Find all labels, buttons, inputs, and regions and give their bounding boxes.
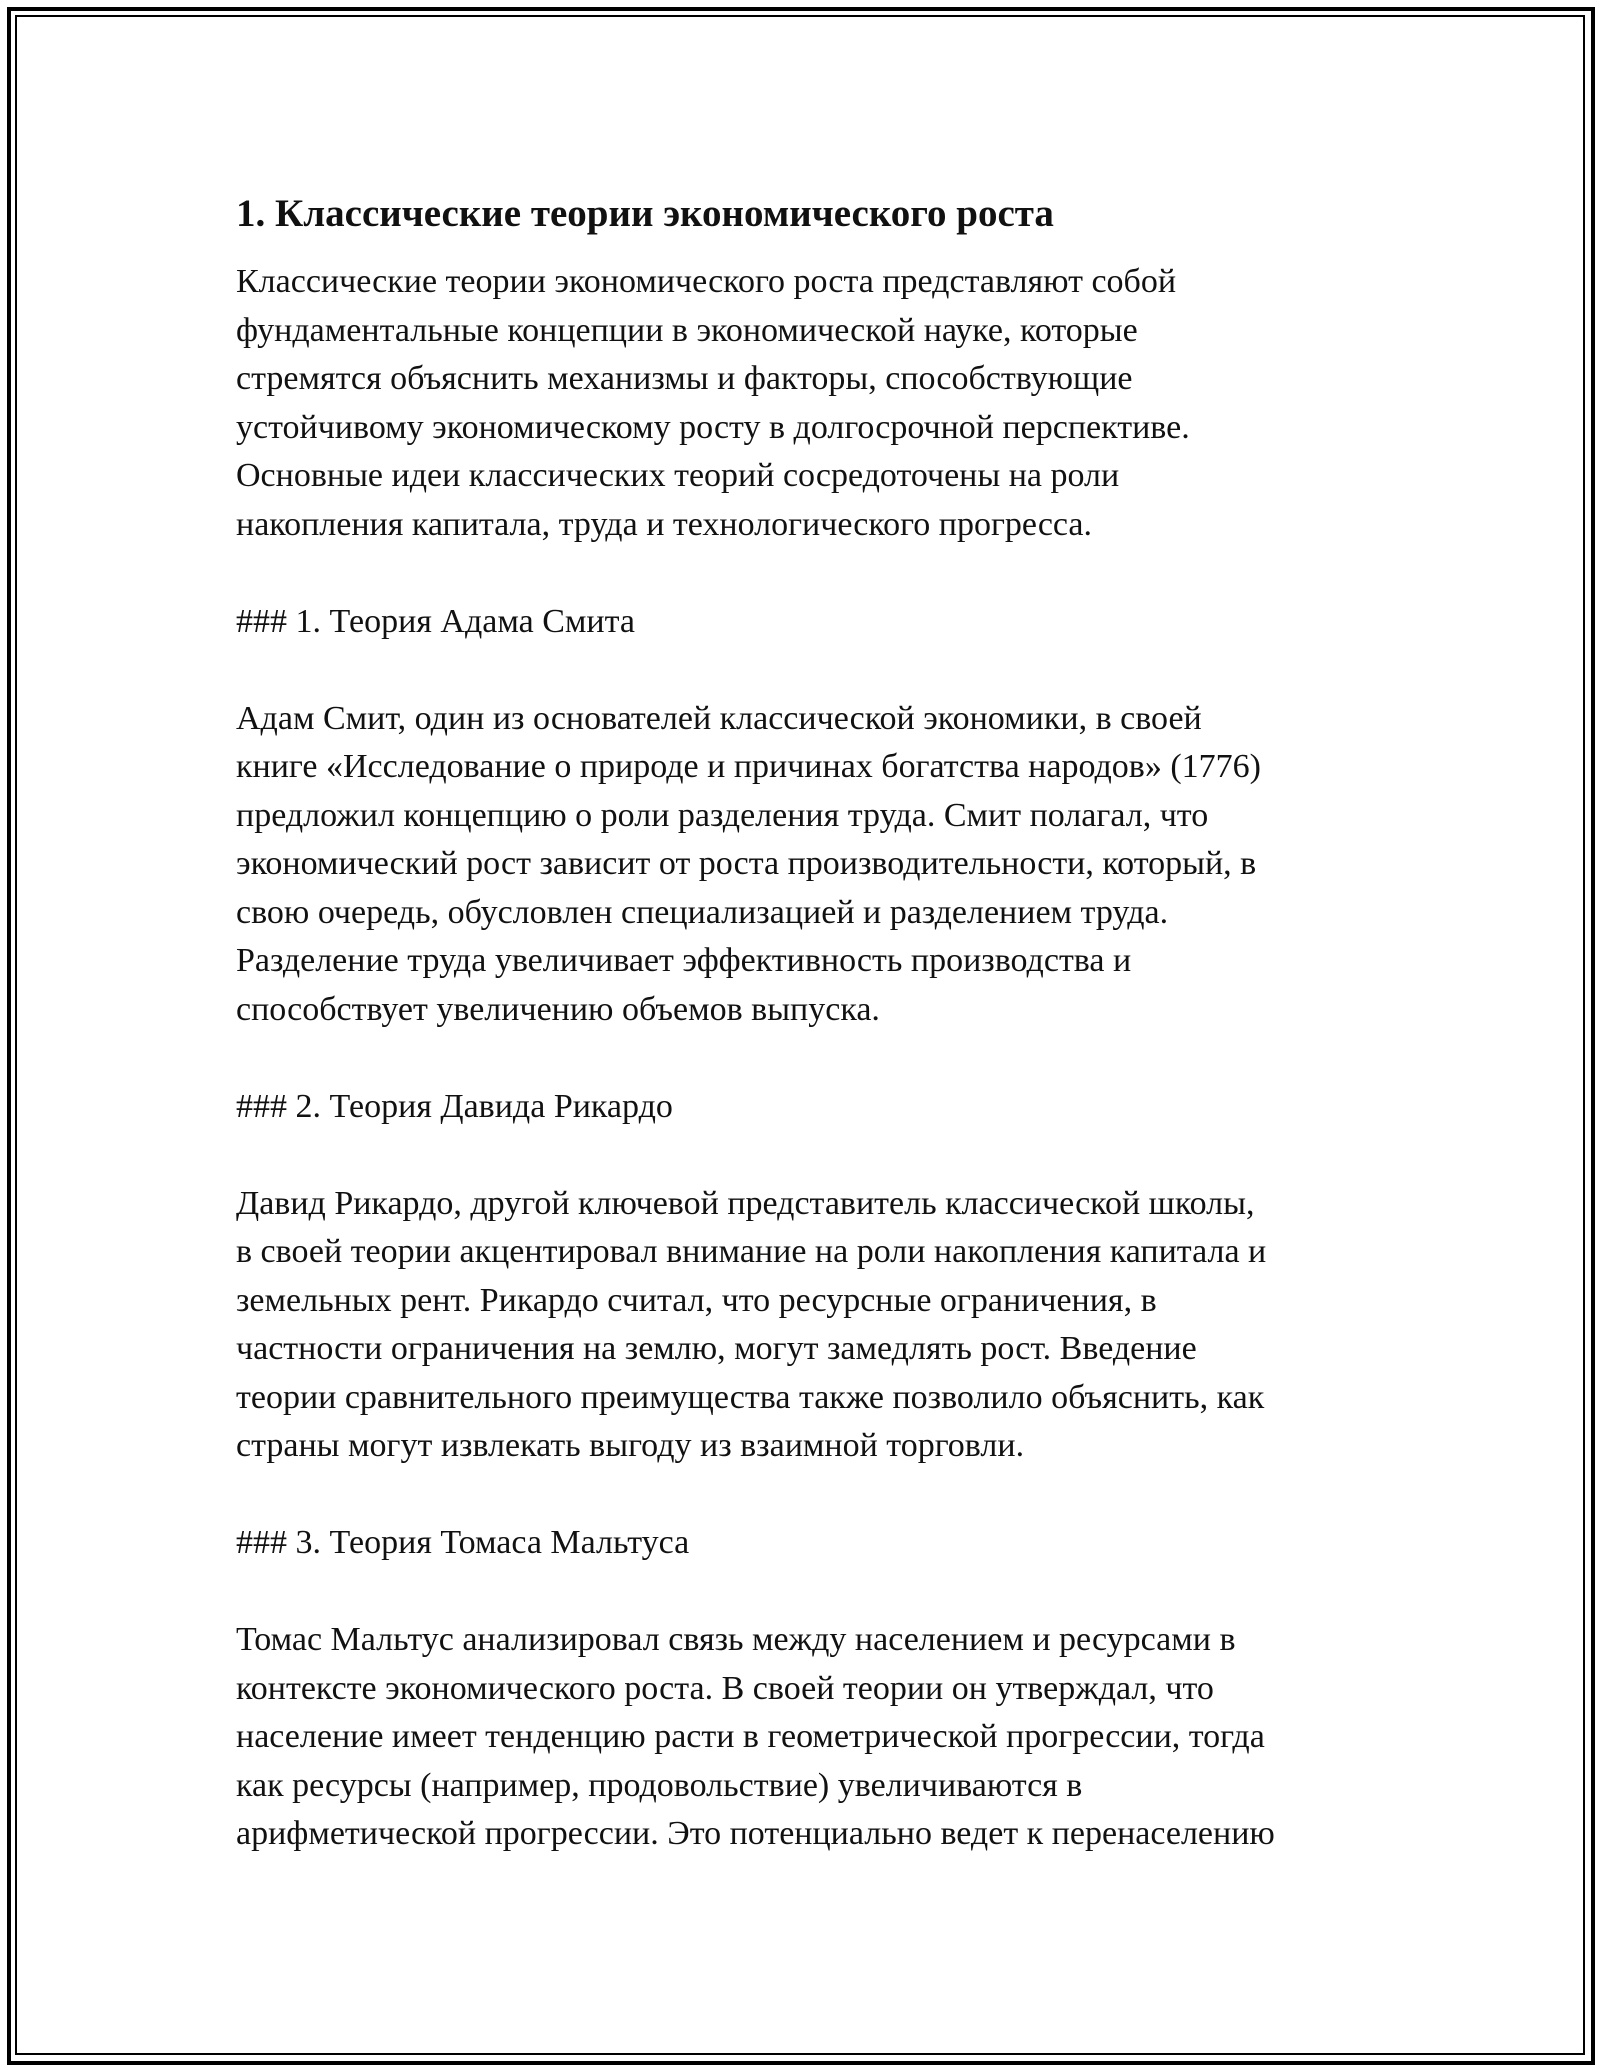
paragraph-line: арифметической прогрессии. Это потенциально ведет к перенаселению [236,1815,1275,1852]
paragraph-line: Классические теории экономического роста представляют собой [236,263,1177,300]
section-paragraph-malthus [236,1616,1366,1859]
paragraph-line: страны могут извлекать выгоду из взаимной торговли. [236,1427,1025,1464]
section-paragraph-smith [236,695,1366,1035]
document-body [236,182,1366,1907]
paragraph-line: накопления капитала, труда и технологического прогресса. [236,505,1093,543]
paragraph-line: Томас Мальтус анализировал связь между населением и ресурсами в [236,1621,1236,1658]
paragraph-line: население имеет тенденцию расти в геометрической прогрессии, тогда [236,1718,1265,1755]
paragraph-line: земельных рент. Рикардо считал, что ресурсные ограничения, в [236,1281,1157,1319]
section-paragraph-ricardo [236,1180,1366,1471]
paragraph-line: Разделение труда увеличивает эффективность производства и [236,942,1132,979]
paragraph-line: частности ограничения на землю, могут замедлять рост. Введение [236,1330,1197,1367]
paragraph-line: способствует увеличению объемов выпуска. [236,990,880,1028]
paragraph-line: фундаментальные концепции в экономической науке, которые [236,311,1138,349]
paragraph-line: свою очередь, обусловлен специализацией и разделением труда. [236,893,1169,931]
document-title: 1. Классические теории экономического роста [236,192,1054,235]
paragraph-line: теории сравнительного преимущества также позволило объяснить, как [236,1378,1265,1416]
paragraph-line: Основные идеи классических теорий сосредоточены на роли [236,457,1120,494]
paragraph-line: Давид Рикардо, другой ключевой представитель классической школы, [236,1184,1255,1222]
paragraph-line: контексте экономического роста. В своей теории он утверждал, что [236,1669,1214,1707]
paragraph-line: устойчивому экономическому росту в долгосрочной перспективе. [236,408,1190,446]
paragraph-line: стремятся объяснить механизмы и факторы, способствующие [236,360,1133,397]
section-heading-smith: ### 1. Теория Адама Смита [236,602,635,640]
section-heading-malthus: ### 3. Теория Томаса Мальтуса [236,1524,690,1561]
intro-paragraph [236,258,1366,549]
section-heading-ricardo: ### 2. Теория Давида Рикардо [236,1087,673,1125]
paragraph-line: предложил концепцию о роли разделения труда. Смит полагал, что [236,796,1209,834]
paragraph-line: книге «Исследование о природе и причинах богатства народов» (1776) [236,748,1261,785]
paragraph-line: Адам Смит, один из основателей классической экономики, в своей [236,699,1202,737]
paragraph-line: как ресурсы (например, продовольствие) увеличиваются в [236,1766,1083,1804]
paragraph-line: экономический рост зависит от роста производительности, который, в [236,845,1257,882]
paragraph-line: в своей теории акцентировал внимание на роли накопления капитала и [236,1233,1267,1270]
